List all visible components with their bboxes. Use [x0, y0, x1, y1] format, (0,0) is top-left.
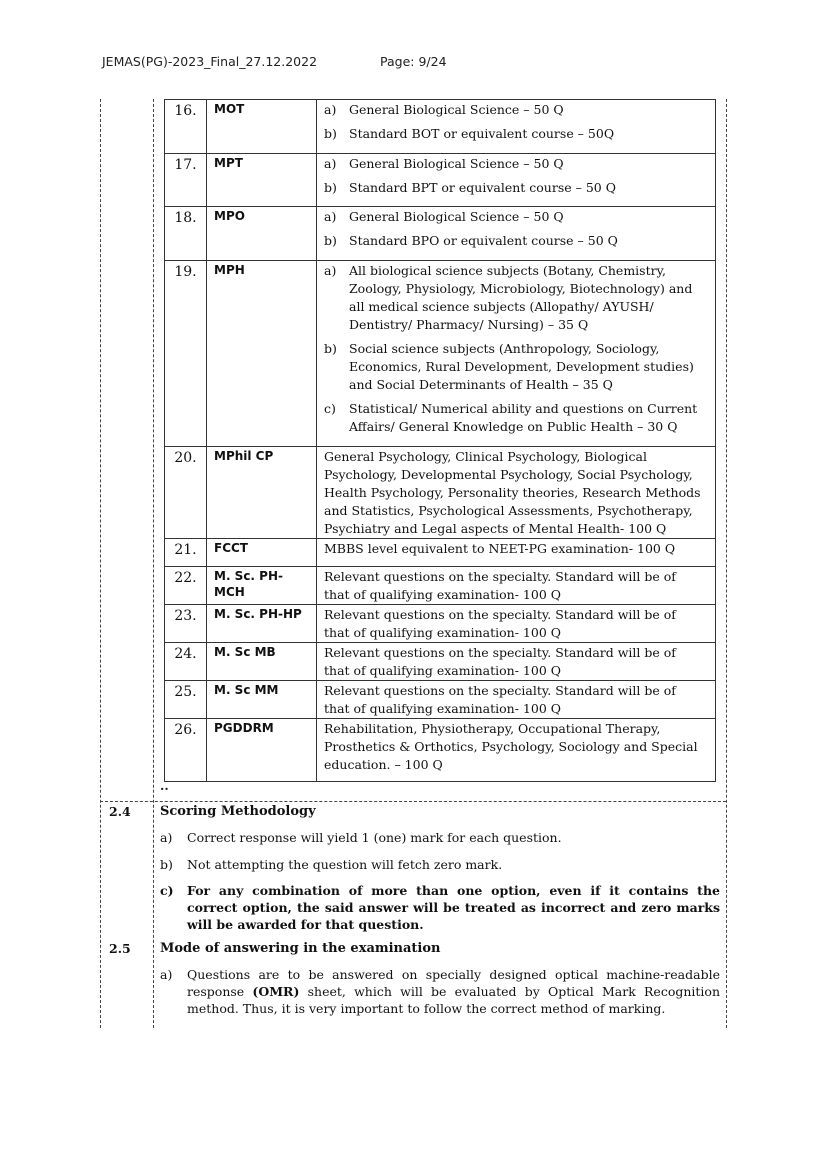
- course-code: M. Sc. PH-HP: [207, 605, 317, 643]
- course-code: FCCT: [207, 539, 317, 567]
- course-description: Relevant questions on the specialty. Standard will be of that of qualifying examination- 100 Q: [317, 567, 716, 605]
- list-item: a) All biological science subjects (Botany, Chemistry, Zoology, Physiology, Microbiology, Biotechnology) and all medical science subjects (Allopathy/ AYUSH/ Dentistry/ Pharmacy/ Nursing) – 35 Q: [324, 263, 693, 332]
- page-header: [102, 54, 447, 69]
- table-row: [165, 447, 716, 539]
- course-syllabus-table: [164, 99, 716, 782]
- course-code: M. Sc. PH-MCH: [207, 567, 317, 605]
- row-number: 20.: [165, 447, 207, 539]
- course-description: [317, 207, 716, 261]
- table-row: [165, 605, 716, 643]
- table-row: [165, 719, 716, 782]
- course-description: Rehabilitation, Physiotherapy, Occupational Therapy, Prosthetics & Orthotics, Psychology, Sociology and Special education. – 100 Q: [317, 719, 716, 782]
- course-code: MPH: [207, 261, 317, 447]
- course-code: PGDDRM: [207, 719, 317, 782]
- course-code: MOT: [207, 100, 317, 154]
- row-number: 24.: [165, 643, 207, 681]
- table-row: [165, 261, 716, 447]
- row-number: 19.: [165, 261, 207, 447]
- section-number: 2.5: [109, 941, 131, 956]
- table-row: [165, 100, 716, 154]
- section-number: 2.4: [109, 804, 131, 819]
- list-item: b) Not attempting the question will fetch zero mark.: [160, 857, 503, 872]
- document-id: JEMAS(PG)-2023_Final_27.12.2022: [102, 54, 318, 69]
- section-title: Mode of answering in the examination: [160, 941, 441, 956]
- course-description: [317, 154, 716, 207]
- row-number: 26.: [165, 719, 207, 782]
- section-divider: [100, 801, 726, 802]
- page-number: Page: 9/24: [380, 54, 447, 69]
- row-number: 18.: [165, 207, 207, 261]
- course-code: MPhil CP: [207, 447, 317, 539]
- section-title: Scoring Methodology: [160, 804, 316, 819]
- table-trailer: ..: [160, 778, 169, 793]
- list-item: c) Statistical/ Numerical ability and questions on Current Affairs/ General Knowledge on Public Health – 30 Q: [324, 401, 698, 434]
- course-code: MPO: [207, 207, 317, 261]
- list-item: a) Questions are to be answered on specially designed optical machine-readable response (OMR) sheet, which will be evaluated by Optical Mark Recognition method. Thus, it is very important to follow the correct method of marking.: [160, 967, 721, 1016]
- course-description: Relevant questions on the specialty. Standard will be of that of qualifying examination- 100 Q: [317, 681, 716, 719]
- list-item: a) General Biological Science – 50 Q: [324, 156, 564, 171]
- course-description: Relevant questions on the specialty. Standard will be of that of qualifying examination- 100 Q: [317, 643, 716, 681]
- list-item: a) General Biological Science – 50 Q: [324, 102, 564, 117]
- table-row: [165, 681, 716, 719]
- list-item: a) General Biological Science – 50 Q: [324, 209, 564, 224]
- row-number: 21.: [165, 539, 207, 567]
- row-number: 16.: [165, 100, 207, 154]
- list-item: b) Standard BOT or equivalent course – 50Q: [324, 126, 615, 141]
- table-row: [165, 539, 716, 567]
- course-code: M. Sc MM: [207, 681, 317, 719]
- course-description: [317, 261, 716, 447]
- row-number: 25.: [165, 681, 207, 719]
- course-description: MBBS level equivalent to NEET-PG examination- 100 Q: [317, 539, 716, 567]
- list-item: b) Social science subjects (Anthropology, Sociology, Economics, Rural Development, Development studies) and Social Determinants of Health – 35 Q: [324, 341, 694, 392]
- list-item: b) Standard BPO or equivalent course – 50 Q: [324, 233, 618, 248]
- table-row: [165, 207, 716, 261]
- frame-left-line: [100, 99, 101, 1028]
- frame-right-line: [726, 99, 727, 1028]
- table-row: [165, 567, 716, 605]
- frame-inner-line: [153, 99, 154, 1028]
- row-number: 22.: [165, 567, 207, 605]
- course-description: General Psychology, Clinical Psychology, Biological Psychology, Developmental Psychology, Social Psychology, Health Psychology, Personality theories, Research Methods and Statistics, Psychological Assessments, Psychotherapy, Psychiatry and Legal aspects of Mental Health- 100 Q: [317, 447, 716, 539]
- list-item: b) Standard BPT or equivalent course – 50 Q: [324, 180, 616, 195]
- row-number: 17.: [165, 154, 207, 207]
- course-code: M. Sc MB: [207, 643, 317, 681]
- table-row: [165, 643, 716, 681]
- course-description: [317, 100, 716, 154]
- course-code: MPT: [207, 154, 317, 207]
- list-item: a) Correct response will yield 1 (one) mark for each question.: [160, 830, 562, 845]
- row-number: 23.: [165, 605, 207, 643]
- course-description: Relevant questions on the specialty. Standard will be of that of qualifying examination- 100 Q: [317, 605, 716, 643]
- table-row: [165, 154, 716, 207]
- list-item: c) For any combination of more than one option, even if it contains the correct option, the said answer will be treated as incorrect and zero marks will be awarded for that question.: [160, 883, 720, 932]
